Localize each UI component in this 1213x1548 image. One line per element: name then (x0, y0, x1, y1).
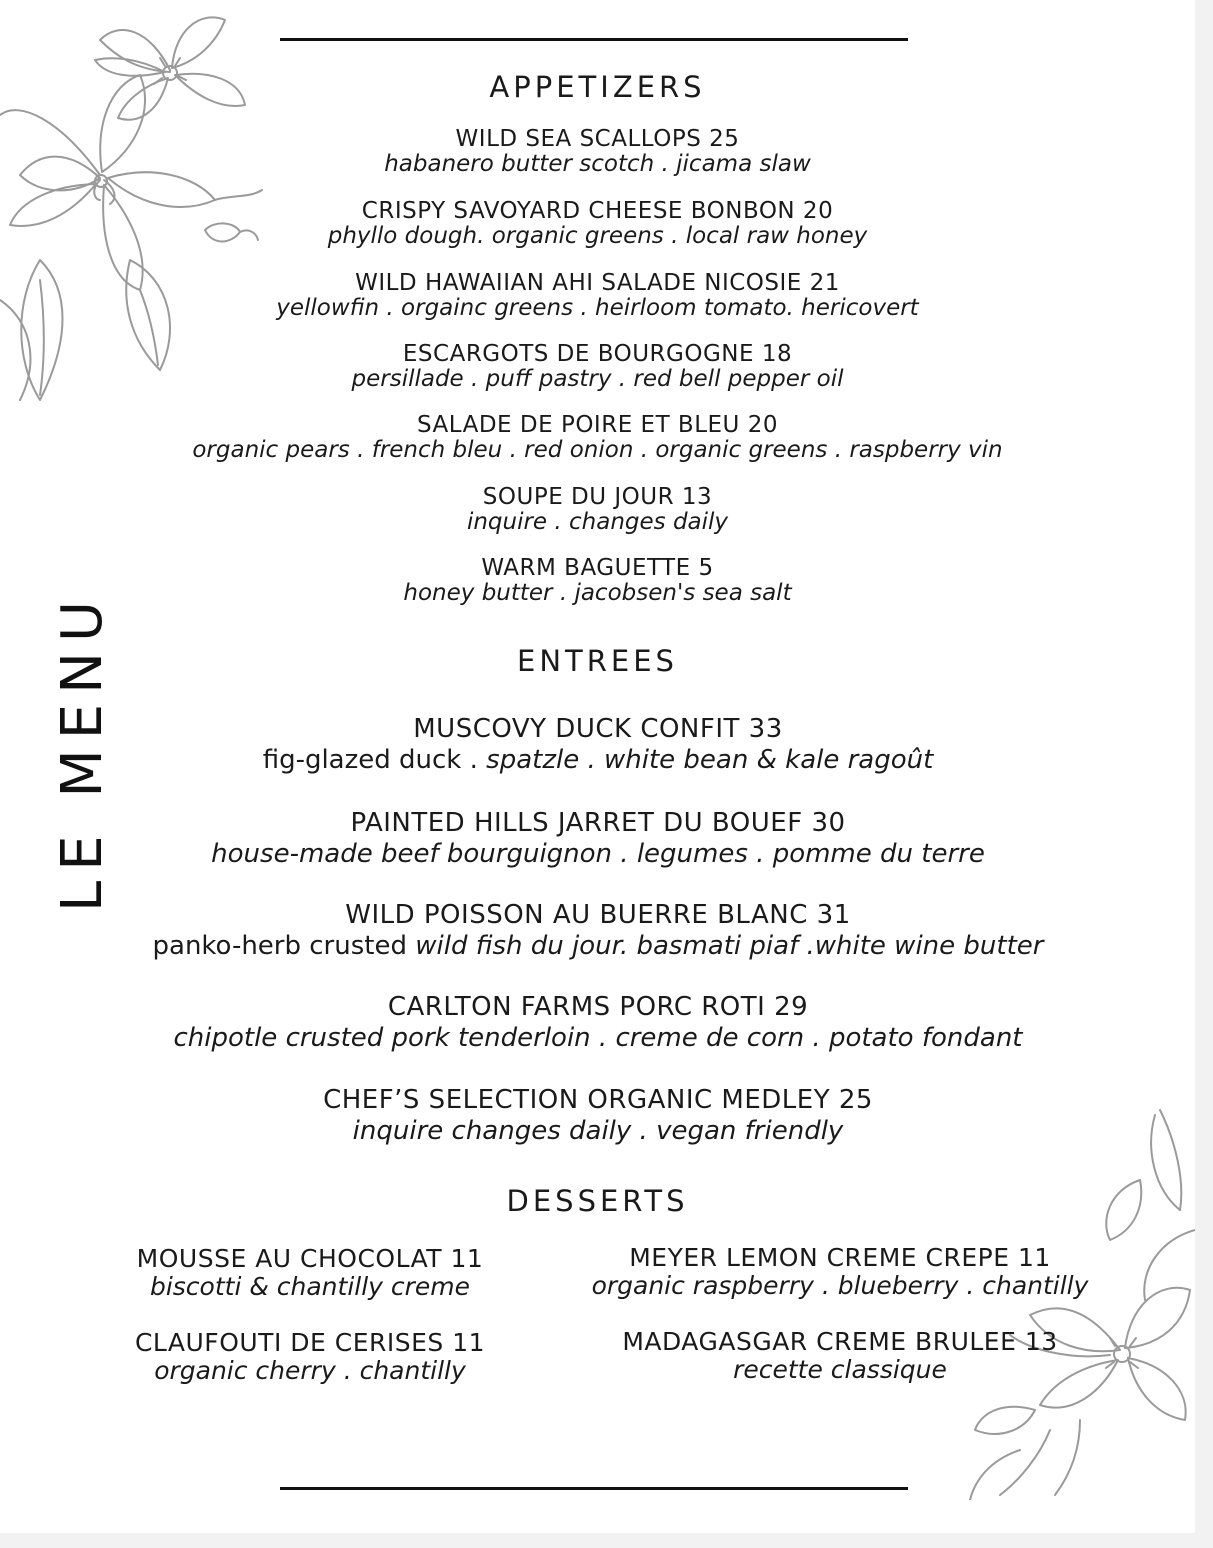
menu-item (0, 808, 1195, 870)
bottom-divider (280, 1487, 908, 1490)
item-name: MEYER LEMON CREME CREPE 11 (629, 1243, 1051, 1272)
item-name: MUSCOVY DUCK CONFIT 33 (413, 714, 783, 744)
item-name: CHEF’S SELECTION ORGANIC MEDLEY 25 (323, 1085, 873, 1115)
appetizers-heading: APPETIZERS (489, 70, 706, 104)
menu-title: LE MENU (50, 591, 115, 912)
item-description-plain: fig-glazed duck . (262, 745, 487, 775)
item-description: persillade . puff pastry . red bell pepper oil (351, 366, 844, 392)
item-description-italic: spatzle . white bean & kale ragoût (486, 745, 934, 775)
item-name: PAINTED HILLS JARRET DU BOUEF 30 (350, 808, 846, 838)
item-name: CARLTON FARMS PORC ROTI 29 (387, 992, 809, 1022)
menu-item (0, 342, 1195, 392)
menu-item (0, 900, 1195, 962)
item-name: WILD HAWAIIAN AHI SALADE NICOSIE 21 (355, 270, 840, 296)
item-name: CRISPY SAVOYARD CHEESE BONBON 20 (361, 198, 834, 224)
item-description: phyllo dough. organic greens . local raw honey (327, 223, 868, 249)
item-description (0, 1116, 1195, 1147)
item-description: habanero butter scotch . jicama slaw (384, 151, 811, 177)
menu-item (0, 556, 1195, 606)
item-description-italic: wild fish du jour. basmati piaf .white wine butter (415, 931, 1044, 961)
menu-item (545, 1244, 1135, 1300)
menu-item (0, 199, 1195, 249)
menu-item (0, 1085, 1195, 1147)
item-name: WILD SEA SCALLOPS 25 (455, 126, 740, 152)
item-description-italic: chipotle crusted pork tenderloin . creme de corn . potato fondant (173, 1023, 1023, 1053)
item-description: organic pears . french bleu . red onion . organic greens . raspberry vin (192, 437, 1003, 463)
item-name: ESCARGOTS DE BOURGOGNE 18 (402, 341, 793, 367)
item-description: organic cherry . chantilly (154, 1356, 466, 1385)
menu-item (100, 1329, 520, 1385)
item-description (0, 839, 1195, 870)
item-description-italic: inquire changes daily . vegan friendly (352, 1116, 844, 1146)
menu-item (0, 714, 1195, 776)
menu-item (545, 1328, 1135, 1384)
menu-item (0, 485, 1195, 535)
item-description-plain: panko-herb crusted (152, 931, 416, 961)
menu-item (0, 413, 1195, 463)
menu-item (0, 127, 1195, 177)
item-description (0, 931, 1195, 962)
item-name: CLAUFOUTI DE CERISES 11 (134, 1328, 486, 1357)
top-divider (280, 38, 908, 41)
flower-illustration-icon (960, 1100, 1195, 1500)
item-description: biscotti & chantilly creme (149, 1272, 471, 1301)
item-name: SOUPE DU JOUR 13 (482, 484, 713, 510)
item-name: MADAGASGAR CREME BRULEE 13 (622, 1327, 1058, 1356)
item-description: recette classique (733, 1355, 947, 1384)
item-description: honey butter . jacobsen's sea salt (403, 580, 792, 606)
menu-item (100, 1245, 520, 1301)
item-description-italic: house-made beef bourguignon . legumes . pomme du terre (211, 839, 985, 869)
item-description: yellowfin . orgainc greens . heirloom tomato. hericovert (276, 295, 919, 321)
item-description: inquire . changes daily (466, 509, 729, 535)
item-description (0, 1023, 1195, 1054)
entrees-heading: ENTREES (517, 644, 678, 678)
item-description (0, 745, 1195, 776)
desserts-heading: DESSERTS (506, 1184, 689, 1218)
item-name: MOUSSE AU CHOCOLAT 11 (136, 1244, 484, 1273)
menu-item (0, 271, 1195, 321)
menu-item (0, 992, 1195, 1054)
item-name: SALADE DE POIRE ET BLEU 20 (417, 412, 778, 438)
item-name: WILD POISSON AU BUERRE BLANC 31 (345, 900, 851, 930)
item-name: WARM BAGUETTE 5 (481, 555, 714, 581)
item-description: organic raspberry . blueberry . chantilly (591, 1271, 1089, 1300)
